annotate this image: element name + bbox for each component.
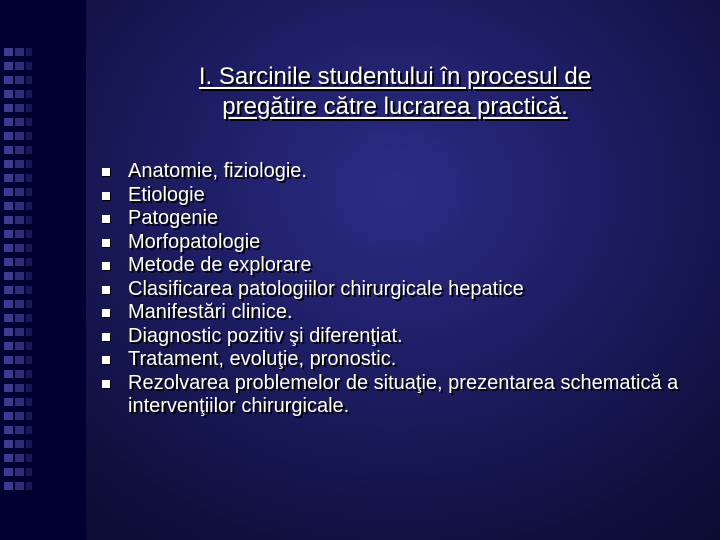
square-bullet-icon bbox=[102, 239, 110, 247]
square-bullet-icon bbox=[102, 168, 110, 176]
list-item-text: Etiologie bbox=[128, 183, 205, 206]
square-bullet-icon bbox=[102, 356, 110, 364]
list-item bbox=[100, 207, 700, 231]
list-item bbox=[100, 231, 700, 255]
square-bullet-icon bbox=[102, 286, 110, 294]
list-item-text: Anatomie, fiziologie. bbox=[128, 160, 307, 182]
list-item-text: Morfopatologie bbox=[128, 230, 261, 253]
list-item bbox=[100, 348, 700, 372]
list-item bbox=[100, 372, 700, 419]
square-pattern-column bbox=[4, 48, 13, 496]
list-item-text: Patogenie bbox=[128, 207, 219, 229]
list-item-text: Tratament, evoluţie, pronostic. bbox=[128, 348, 397, 370]
square-bullet-icon bbox=[102, 333, 110, 341]
slide-title bbox=[100, 62, 690, 122]
list-item bbox=[100, 254, 700, 278]
list-item-text: Metode de explorare bbox=[128, 254, 312, 276]
left-decorative-strip bbox=[0, 0, 86, 540]
list-item-text: Rezolvarea problemelor de situaţie, prezentarea schematică a intervenţiilor chirurgicale. bbox=[128, 371, 679, 417]
list-item-text: Manifestări clinice. bbox=[128, 301, 293, 323]
square-bullet-icon bbox=[102, 215, 110, 223]
slide-title-line-2: pregătire către lucrarea practică. bbox=[222, 93, 568, 120]
list-item bbox=[100, 278, 700, 302]
square-bullet-icon bbox=[102, 262, 110, 270]
bullet-list bbox=[100, 160, 700, 419]
list-item bbox=[100, 160, 700, 184]
square-bullet-icon bbox=[102, 192, 110, 200]
square-pattern-column bbox=[15, 48, 24, 496]
slide-title-line-1: I. Sarcinile studentului în procesul de bbox=[198, 63, 592, 90]
list-item bbox=[100, 184, 700, 208]
square-bullet-icon bbox=[102, 380, 110, 388]
list-item-text: Clasificarea patologiilor chirurgicale hepatice bbox=[128, 277, 524, 300]
list-item bbox=[100, 301, 700, 325]
square-bullet-icon bbox=[102, 309, 110, 317]
list-item-text: Diagnostic pozitiv şi diferenţiat. bbox=[128, 324, 403, 347]
square-pattern-column bbox=[26, 48, 32, 496]
list-item bbox=[100, 325, 700, 349]
